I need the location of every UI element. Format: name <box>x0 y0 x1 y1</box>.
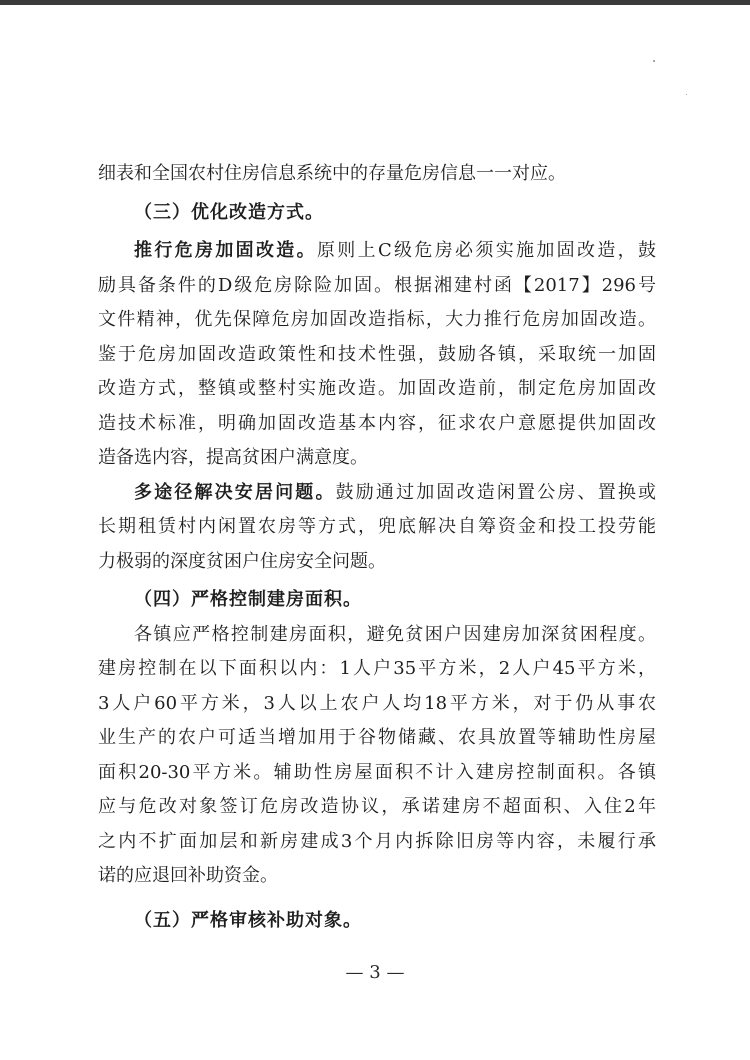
lead-text: 鼓励通过加固改造闲置公房、置换或 <box>335 481 656 503</box>
paragraph-line: 力极弱的深度贫困户住房安全问题。 <box>98 550 386 572</box>
paragraph-line: 业生产的农户可适当增加用于谷物储藏、农具放置等辅助性房屋 <box>98 727 656 748</box>
scan-speck <box>686 94 687 95</box>
paragraph-line: 励具备条件的D级危房除险加固。根据湘建村函【2017】296号 <box>98 274 656 296</box>
paragraph-line: 应与危改对象签订危房改造协议，承诺建房不超面积、入住2年 <box>98 796 656 817</box>
paragraph-line: 之内不扩面加层和新房建成3个月内拆除旧房等内容，未履行承 <box>98 830 656 852</box>
scan-speck <box>653 60 655 62</box>
page-top-border <box>0 0 750 5</box>
paragraph-line: 鉴于危房加固改造政策性和技术性强，鼓励各镇，采取统一加固 <box>98 343 656 365</box>
section-heading-4: （四）严格控制建房面积。 <box>134 589 362 610</box>
paragraph-line: 3人户60平方米，3人以上农户人均18平方米，对于仍从事农 <box>98 692 656 714</box>
paragraph-line: 造备选内容，提高贫困户满意度。 <box>98 447 368 468</box>
lead-text: 原则上C级危房必须实施加固改造，鼓 <box>316 240 656 261</box>
paragraph-line: 细表和全国农村住房信息系统中的存量危房信息一一对应。 <box>98 163 566 184</box>
paragraph-line: 各镇应严格控制建房面积，避免贫困户因建房加深贫困程度。 <box>134 623 656 645</box>
section-heading-3: （三）优化改造方式。 <box>134 201 324 223</box>
paragraph-line <box>98 476 656 511</box>
lead-heading: 多途径解决安居问题。 <box>134 481 336 503</box>
paragraph-line: 诺的应退回补助资金。 <box>98 865 278 886</box>
lead-heading: 推行危房加固改造。 <box>134 240 317 261</box>
page-number: — 3 — <box>345 962 405 983</box>
paragraph-line: 建房控制在以下面积以内：1人户35平方米，2人户45平方米， <box>98 658 656 679</box>
paragraph-line: 面积20-30平方米。辅助性房屋面积不计入建房控制面积。各镇 <box>98 761 656 783</box>
document-body <box>98 157 656 938</box>
section-heading-5: （五）严格审核补助对象。 <box>134 909 362 931</box>
paragraph-line: 文件精神，优先保障危房加固改造指标，大力推行危房加固改造。 <box>98 309 656 330</box>
paragraph-line: 改造方式，整镇或整村实施改造。加固改造前，制定危房加固改 <box>98 378 656 399</box>
paragraph-line: 造技术标准，明确加固改造基本内容，征求农户意愿提供加固改 <box>98 412 656 434</box>
paragraph-line: 长期租赁村内闲置农房等方式，兜底解决自筹资金和投工投劳能 <box>98 516 656 537</box>
paragraph-line <box>98 234 656 269</box>
